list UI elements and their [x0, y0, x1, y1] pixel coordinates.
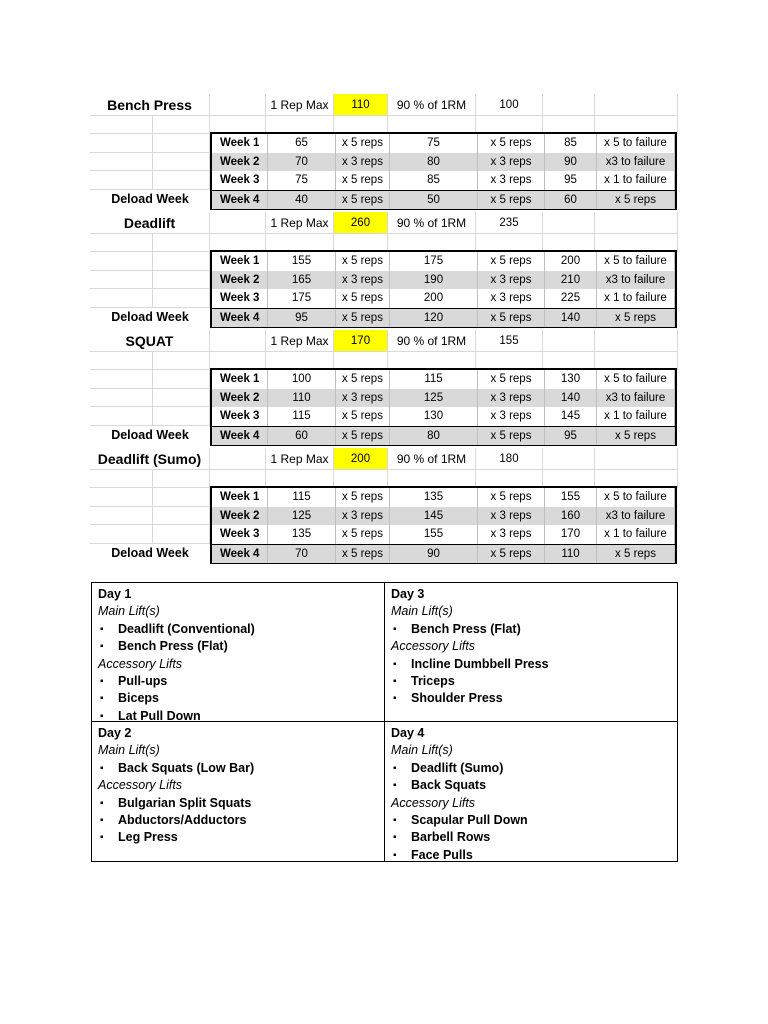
week-value: x 3 reps: [336, 389, 390, 408]
empty-cell: [90, 153, 153, 172]
week-row: [212, 488, 675, 507]
main-lift-item: ▪ Back Squats (Low Bar): [98, 760, 378, 777]
week-value: 140: [545, 389, 597, 408]
empty-cell: [543, 330, 595, 352]
spacer-row: [90, 271, 210, 290]
accessory-lift-item: ▪ Biceps: [98, 690, 378, 707]
rep-max-label: 1 Rep Max: [266, 448, 334, 470]
empty-cell: [595, 448, 678, 470]
week-value: x 3 reps: [478, 507, 545, 526]
week-value: x 3 reps: [336, 271, 390, 290]
week-value: x 5 reps: [336, 525, 390, 544]
week-value: 95: [545, 171, 597, 190]
week-row: [212, 370, 675, 389]
empty-cell: [90, 488, 153, 507]
week-value: x 5 reps: [597, 545, 675, 564]
week-value: x 1 to failure: [597, 289, 675, 308]
week-value: x 5 reps: [336, 171, 390, 190]
week-value: x 5 reps: [478, 191, 545, 210]
accessory-lift-item: ▪ Triceps: [391, 673, 671, 690]
accessory-lift-item: ▪ Barbell Rows: [391, 829, 671, 846]
rep-max-value: 170: [334, 330, 388, 352]
empty-cell: [90, 134, 153, 153]
lift-section: [90, 330, 678, 448]
week-value: 50: [390, 191, 478, 210]
lift-section: [90, 212, 678, 330]
accessory-lift-item: ▪ Shoulder Press: [391, 690, 671, 707]
weeks-table: [210, 368, 677, 446]
day-cell: [385, 722, 677, 861]
empty-cell: [153, 525, 210, 544]
lift-header-row: [90, 212, 678, 234]
week-label: Week 3: [212, 289, 268, 308]
day-cell: [385, 583, 677, 722]
week-row: [212, 308, 675, 328]
week-row: [212, 507, 675, 526]
empty-cell: [153, 407, 210, 426]
week-value: x 3 reps: [478, 153, 545, 172]
main-lifts-label: Main Lift(s): [391, 743, 453, 758]
lift-section: [90, 94, 678, 212]
week-value: x3 to failure: [597, 389, 675, 408]
weeks-table: [210, 132, 677, 210]
deload-week-label: Deload Week: [111, 546, 189, 560]
empty-cell: [153, 234, 210, 252]
spacer-row: [90, 252, 210, 271]
week-value: 165: [268, 271, 336, 290]
main-lifts-label: Main Lift(s): [98, 743, 160, 758]
week-value: 70: [268, 153, 336, 172]
week-value: 85: [390, 171, 478, 190]
week-value: 60: [268, 427, 336, 446]
accessory-lifts-label: Accessory Lifts: [391, 639, 476, 654]
week-row: [212, 525, 675, 544]
week-value: 155: [390, 525, 478, 544]
empty-cell: [153, 271, 210, 290]
week-value: x 5 reps: [478, 134, 545, 153]
week-value: x 3 reps: [336, 153, 390, 172]
spacer-row: [90, 134, 210, 153]
accessory-lifts-label: Accessory Lifts: [98, 656, 183, 671]
week-value: 125: [268, 507, 336, 526]
week-row: [212, 289, 675, 308]
lift-section: [90, 448, 678, 566]
week-value: x 5 reps: [597, 309, 675, 328]
main-lifts-label: Main Lift(s): [98, 604, 160, 619]
accessory-lift-item: ▪ Pull-ups: [98, 673, 378, 690]
week-value: 110: [545, 545, 597, 564]
empty-cell: [543, 448, 595, 470]
week-value: x 3 reps: [478, 389, 545, 408]
training-days-table: [91, 582, 678, 862]
week-value: 100: [268, 370, 336, 389]
day-title: Day 4: [391, 726, 425, 740]
empty-cell: [153, 116, 210, 134]
lift-schedule-sheet: [90, 94, 678, 566]
lift-name: Deadlift (Sumo): [90, 448, 210, 470]
week-value: x 5 reps: [336, 252, 390, 271]
week-value: 145: [545, 407, 597, 426]
week-value: 145: [390, 507, 478, 526]
empty-cell: [210, 330, 266, 352]
ninety-pct-value: 100: [476, 94, 543, 116]
empty-cell: [543, 94, 595, 116]
week-value: 85: [545, 134, 597, 153]
week-value: x3 to failure: [597, 271, 675, 290]
empty-cell: [153, 252, 210, 271]
week-value: 115: [390, 370, 478, 389]
week-value: 110: [268, 389, 336, 408]
week-value: 200: [545, 252, 597, 271]
spacer-row: [90, 407, 210, 426]
week-value: x 5 reps: [336, 407, 390, 426]
empty-cell: [153, 352, 210, 370]
empty-cell: [90, 507, 153, 526]
empty-cell: [90, 389, 153, 408]
week-value: 70: [268, 545, 336, 564]
accessory-lift-item: ▪ Scapular Pull Down: [391, 812, 671, 829]
week-value: x 5 reps: [336, 191, 390, 210]
lift-header-row: [90, 330, 678, 352]
empty-cell: [153, 488, 210, 507]
accessory-lift-item: ▪ Face Pulls: [391, 847, 671, 864]
deload-week-label: Deload Week: [111, 310, 189, 324]
week-value: 175: [268, 289, 336, 308]
week-value: 135: [268, 525, 336, 544]
ninety-pct-value: 180: [476, 448, 543, 470]
weeks-table: [210, 486, 677, 564]
accessory-lift-item: ▪ Incline Dumbbell Press: [391, 656, 671, 673]
spacer-row: [90, 153, 210, 172]
week-row: [212, 389, 675, 408]
week-value: 160: [545, 507, 597, 526]
week-label: Week 2: [212, 271, 268, 290]
week-label: Week 4: [212, 427, 268, 446]
empty-cell: [153, 507, 210, 526]
empty-cell: [153, 470, 210, 488]
week-value: 210: [545, 271, 597, 290]
spacer-row: [90, 289, 210, 308]
week-label: Week 4: [212, 309, 268, 328]
week-value: 90: [390, 545, 478, 564]
week-value: x 5 reps: [336, 488, 390, 507]
week-value: 125: [390, 389, 478, 408]
week-value: x 5 to failure: [597, 134, 675, 153]
spacer-row: [90, 525, 210, 544]
week-row: [212, 252, 675, 271]
week-value: 60: [545, 191, 597, 210]
week-label: Week 3: [212, 407, 268, 426]
empty-cell: [90, 234, 153, 252]
accessory-lifts-label: Accessory Lifts: [98, 778, 183, 793]
week-value: x 5 reps: [478, 370, 545, 389]
accessory-lift-item: ▪ Leg Press: [98, 829, 378, 846]
empty-cell: [153, 389, 210, 408]
week-value: x 5 reps: [597, 427, 675, 446]
week-value: 80: [390, 427, 478, 446]
week-row: [212, 171, 675, 190]
empty-cell: [90, 525, 153, 544]
week-value: 140: [545, 309, 597, 328]
main-lifts-label: Main Lift(s): [391, 604, 453, 619]
week-value: 65: [268, 134, 336, 153]
empty-cell: [595, 94, 678, 116]
empty-cell: [153, 153, 210, 172]
week-value: x 3 reps: [478, 271, 545, 290]
main-lift-item: ▪ Back Squats: [391, 777, 671, 794]
week-value: x 5 reps: [336, 309, 390, 328]
week-label: Week 2: [212, 389, 268, 408]
rep-max-label: 1 Rep Max: [266, 330, 334, 352]
week-value: 155: [545, 488, 597, 507]
empty-cell: [210, 448, 266, 470]
week-value: x 5 reps: [336, 370, 390, 389]
spacer-row: [90, 171, 210, 190]
day-cell: [92, 722, 385, 861]
week-value: 200: [390, 289, 478, 308]
accessory-lifts-label: Accessory Lifts: [391, 795, 476, 810]
ninety-pct-label: 90 % of 1RM: [388, 212, 476, 234]
empty-cell: [153, 289, 210, 308]
week-value: x 3 reps: [478, 525, 545, 544]
deload-week-label: Deload Week: [111, 192, 189, 206]
empty-cell: [543, 212, 595, 234]
accessory-lift-item: ▪ Abductors/Adductors: [98, 812, 378, 829]
week-value: x 5 reps: [478, 252, 545, 271]
week-value: x 1 to failure: [597, 407, 675, 426]
empty-cell: [210, 94, 266, 116]
spacer-row: [90, 507, 210, 526]
week-value: 225: [545, 289, 597, 308]
week-row: [212, 134, 675, 153]
week-value: x 5 reps: [336, 545, 390, 564]
week-label: Week 2: [212, 507, 268, 526]
week-value: x 5 reps: [478, 427, 545, 446]
week-value: x 5 reps: [478, 488, 545, 507]
week-value: x 5 reps: [478, 309, 545, 328]
week-row: [212, 407, 675, 426]
empty-cell: [90, 470, 153, 488]
empty-cell: [210, 212, 266, 234]
empty-cell: [595, 330, 678, 352]
week-row: [212, 190, 675, 210]
day-title: Day 3: [391, 587, 425, 601]
spacer-row: [90, 488, 210, 507]
week-label: Week 4: [212, 545, 268, 564]
rep-max-value: 200: [334, 448, 388, 470]
week-value: x3 to failure: [597, 153, 675, 172]
empty-cell: [595, 212, 678, 234]
rep-max-label: 1 Rep Max: [266, 94, 334, 116]
day-title: Day 1: [98, 587, 132, 601]
deload-week-label: Deload Week: [111, 428, 189, 442]
week-value: 75: [268, 171, 336, 190]
week-value: 95: [268, 309, 336, 328]
empty-cell: [153, 370, 210, 389]
weeks-table: [210, 250, 677, 328]
week-value: 175: [390, 252, 478, 271]
main-lift-item: ▪ Deadlift (Conventional): [98, 621, 378, 638]
lift-name: Deadlift: [90, 212, 210, 234]
week-value: 130: [545, 370, 597, 389]
spacer-row: [90, 370, 210, 389]
day-title: Day 2: [98, 726, 132, 740]
week-value: 120: [390, 309, 478, 328]
ninety-pct-label: 90 % of 1RM: [388, 330, 476, 352]
empty-cell: [90, 116, 153, 134]
week-value: x 5 reps: [336, 289, 390, 308]
week-value: 190: [390, 271, 478, 290]
empty-cell: [90, 289, 153, 308]
week-value: x 5 to failure: [597, 370, 675, 389]
lift-name: SQUAT: [90, 330, 210, 352]
week-value: x 5 reps: [336, 427, 390, 446]
week-value: 135: [390, 488, 478, 507]
week-label: Week 1: [212, 488, 268, 507]
week-label: Week 4: [212, 191, 268, 210]
empty-cell: [90, 271, 153, 290]
week-label: Week 1: [212, 370, 268, 389]
week-value: x 3 reps: [478, 171, 545, 190]
week-value: 40: [268, 191, 336, 210]
week-value: 115: [268, 488, 336, 507]
lift-header-row: [90, 94, 678, 116]
week-value: x 5 reps: [597, 191, 675, 210]
empty-cell: [153, 171, 210, 190]
week-row: [212, 271, 675, 290]
empty-cell: [90, 370, 153, 389]
week-row: [212, 426, 675, 446]
week-value: x 5 to failure: [597, 488, 675, 507]
ninety-pct-value: 155: [476, 330, 543, 352]
week-value: 90: [545, 153, 597, 172]
ninety-pct-value: 235: [476, 212, 543, 234]
week-label: Week 1: [212, 252, 268, 271]
accessory-lift-item: ▪ Bulgarian Split Squats: [98, 795, 378, 812]
main-lift-item: ▪ Bench Press (Flat): [391, 621, 671, 638]
main-lift-item: ▪ Bench Press (Flat): [98, 638, 378, 655]
main-lift-item: ▪ Deadlift (Sumo): [391, 760, 671, 777]
ninety-pct-label: 90 % of 1RM: [388, 94, 476, 116]
week-value: x 3 reps: [478, 407, 545, 426]
empty-cell: [90, 352, 153, 370]
week-row: [212, 544, 675, 564]
week-value: x 1 to failure: [597, 171, 675, 190]
week-value: x 5 reps: [478, 545, 545, 564]
accessory-lift-item: ▪ Lat Pull Down: [98, 708, 378, 725]
week-value: 80: [390, 153, 478, 172]
week-value: x 5 to failure: [597, 252, 675, 271]
empty-cell: [90, 252, 153, 271]
week-value: 130: [390, 407, 478, 426]
week-value: 95: [545, 427, 597, 446]
empty-cell: [153, 134, 210, 153]
empty-cell: [90, 171, 153, 190]
week-value: 155: [268, 252, 336, 271]
week-value: x 1 to failure: [597, 525, 675, 544]
rep-max-label: 1 Rep Max: [266, 212, 334, 234]
week-label: Week 2: [212, 153, 268, 172]
lift-header-row: [90, 448, 678, 470]
rep-max-value: 260: [334, 212, 388, 234]
week-label: Week 3: [212, 171, 268, 190]
week-value: x3 to failure: [597, 507, 675, 526]
week-label: Week 1: [212, 134, 268, 153]
rep-max-value: 110: [334, 94, 388, 116]
spacer-row: [90, 389, 210, 408]
week-label: Week 3: [212, 525, 268, 544]
week-value: x 3 reps: [478, 289, 545, 308]
week-value: 75: [390, 134, 478, 153]
week-value: x 5 reps: [336, 134, 390, 153]
week-value: 170: [545, 525, 597, 544]
empty-cell: [90, 407, 153, 426]
ninety-pct-label: 90 % of 1RM: [388, 448, 476, 470]
lift-name: Bench Press: [90, 94, 210, 116]
day-cell: [92, 583, 385, 722]
week-value: x 3 reps: [336, 507, 390, 526]
week-value: 115: [268, 407, 336, 426]
week-row: [212, 153, 675, 172]
